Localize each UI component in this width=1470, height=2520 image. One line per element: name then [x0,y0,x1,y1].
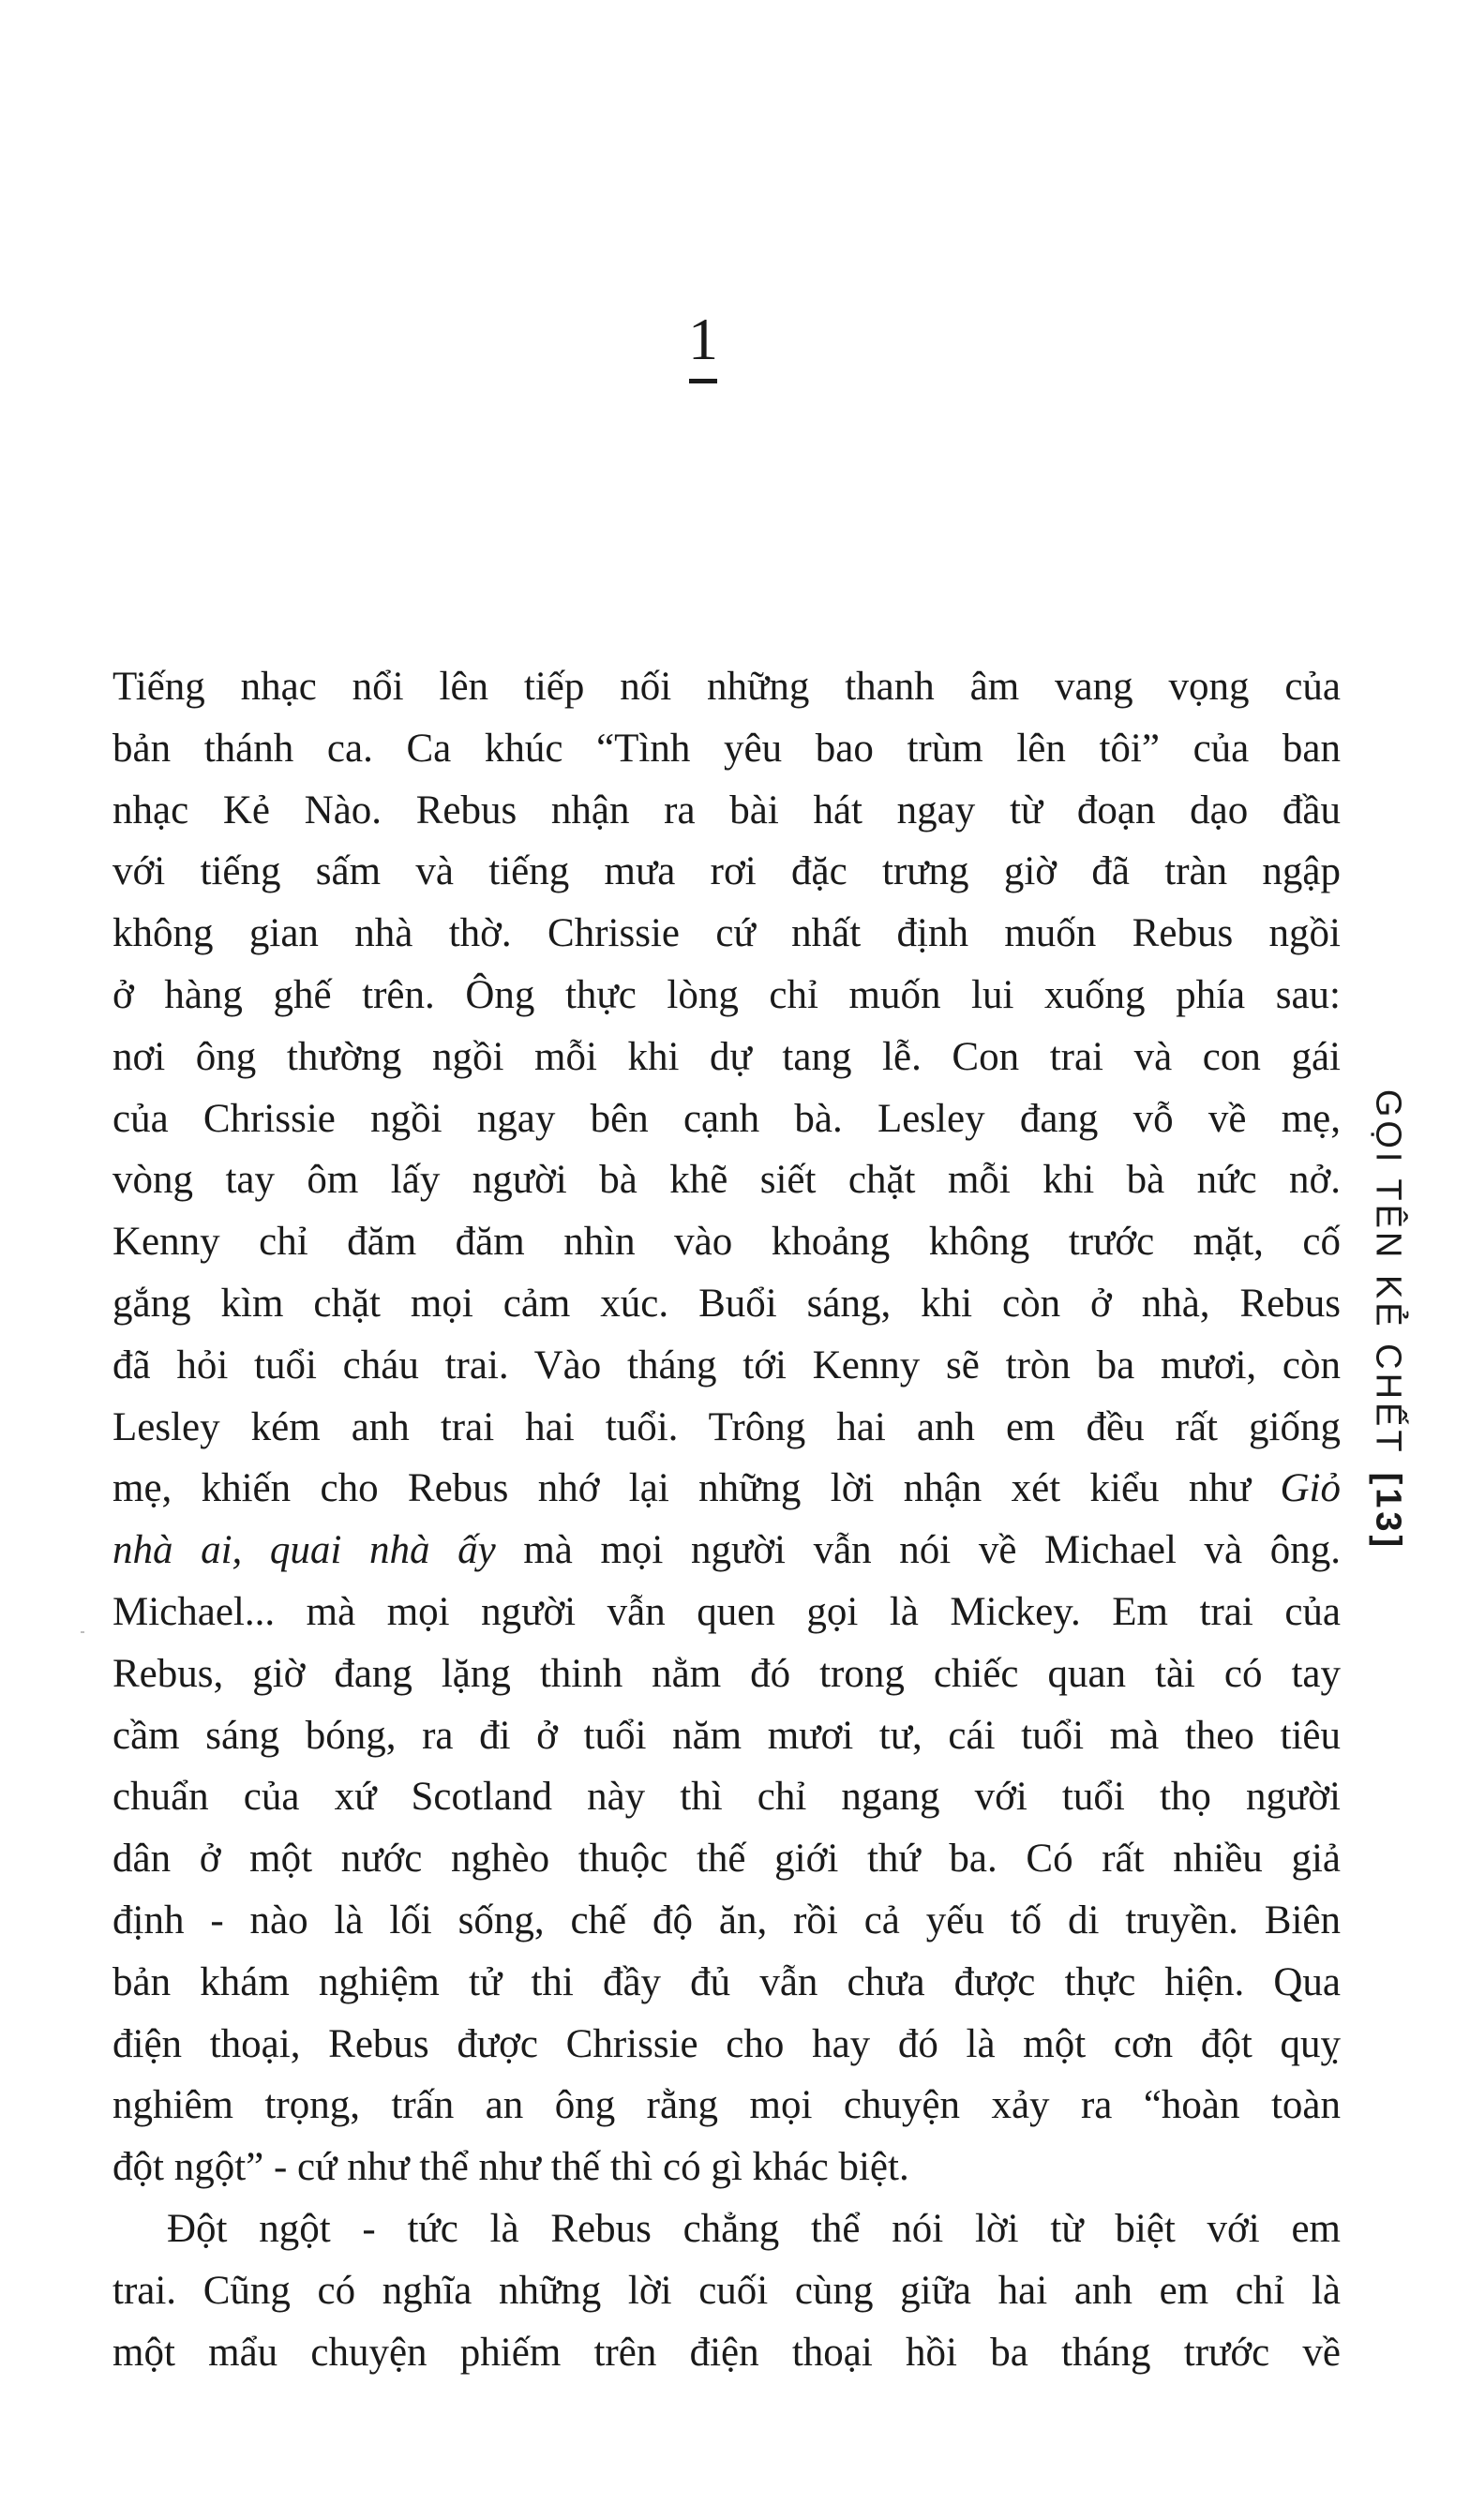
text-line [112,1458,1341,1520]
running-header-text [1368,1089,1408,1551]
text-line: Kenny chỉ đăm đăm nhìn vào khoảng không trước mặt, cố [112,1220,1341,1265]
text-line: cầm sáng bóng, ra đi ở tuổi năm mươi tư, cái tuổi mà theo tiêu [112,1713,1341,1758]
text-line: điện thoại, Rebus được Chrissie cho hay đó là một cơn đột quỵ [112,2021,1341,2066]
text-line: nhạc Kẻ Nào. Rebus nhận ra bài hát ngay từ đoạn dạo đầu [112,788,1341,832]
paragraph-2 [112,2198,1341,2383]
running-header [1341,1076,1434,1564]
body-text [112,656,1341,2383]
text-line: Lesley kém anh trai hai tuổi. Trông hai anh em đều rất giống [112,1404,1341,1449]
text-line: đột ngột” - cứ như thể như thế thì có gì khác biệt. [112,2145,909,2190]
text-line [112,1520,1341,1582]
text-line: Đột ngột - tức là Rebus chẳng thể nói lời từ biệt với em [167,2206,1341,2251]
italic-phrase: Giỏ [1280,1466,1341,1511]
text-line: Tiếng nhạc nổi lên tiếp nối những thanh âm vang vọng của [112,665,1341,709]
text-line: của Chrissie ngồi ngay bên cạnh bà. Lesley đang vỗ về mẹ, [112,1096,1341,1141]
text-line: nơi ông thường ngồi mỗi khi dự tang lễ. Con trai và con gái [112,1034,1341,1079]
text-line: không gian nhà thờ. Chrissie cứ nhất định muốn Rebus ngồi [112,911,1341,956]
text-line: bản thánh ca. Ca khúc “Tình yêu bao trùm lên tôi” của ban [112,726,1341,771]
text-line: dân ở một nước nghèo thuộc thế giới thứ ba. Có rất nhiều giả [112,1837,1341,1882]
chapter-number-text: 1 [688,306,718,372]
book-title: GỌI TÊN KẺ CHẾT [1368,1088,1408,1456]
italic-phrase: nhà ai, quai nhà ấy [112,1528,496,1573]
chapter-number-underline [689,379,717,383]
text-line: Michael... mà mọi người vẫn quen gọi là Mickey. Em trai của [112,1589,1341,1634]
text-line: định - nào là lối sống, chế độ ăn, rồi cả yếu tố di truyền. Biên [112,1898,1341,1942]
scan-artifact [81,1631,84,1633]
text-line: với tiếng sấm và tiếng mưa rơi đặc trưng giờ đã tràn ngập [112,849,1341,894]
paragraph-1 [112,656,1341,2198]
text-line: đã hỏi tuổi cháu trai. Vào tháng tới Kenny sẽ tròn ba mươi, còn [112,1342,1341,1388]
text-line: trai. Cũng có nghĩa những lời cuối cùng giữa hai anh em chỉ là [112,2268,1341,2313]
text-line: Rebus, giờ đang lặng thinh nằm đó trong chiếc quan tài có tay [112,1651,1341,1696]
text-line: một mẩu chuyện phiếm trên điện thoại hồi ba tháng trước về [112,2330,1341,2375]
text-line: vòng tay ôm lấy người bà khẽ siết chặt mỗi khi bà nức nở. [112,1158,1341,1203]
page-number: [13] [1368,1472,1408,1552]
chapter-number [656,306,750,372]
text-line: chuẩn của xứ Scotland này thì chỉ ngang với tuổi thọ người [112,1775,1341,1820]
text-line: bản khám nghiệm tử thi đầy đủ vẫn chưa được thực hiện. Qua [112,1959,1341,2004]
text-line: gắng kìm chặt mọi cảm xúc. Buổi sáng, khi còn ở nhà, Rebus [112,1281,1341,1326]
text-line: nghiêm trọng, trấn an ông rằng mọi chuyện xảy ra “hoàn toàn [112,2083,1341,2128]
text-run: mẹ, khiến cho Rebus nhớ lại những lời nhận xét kiểu như [112,1466,1281,1511]
text-run: mà mọi người vẫn nói về Michael và ông. [495,1528,1341,1573]
text-line: ở hàng ghế trên. Ông thực lòng chỉ muốn lui xuống phía sau: [112,972,1341,1017]
